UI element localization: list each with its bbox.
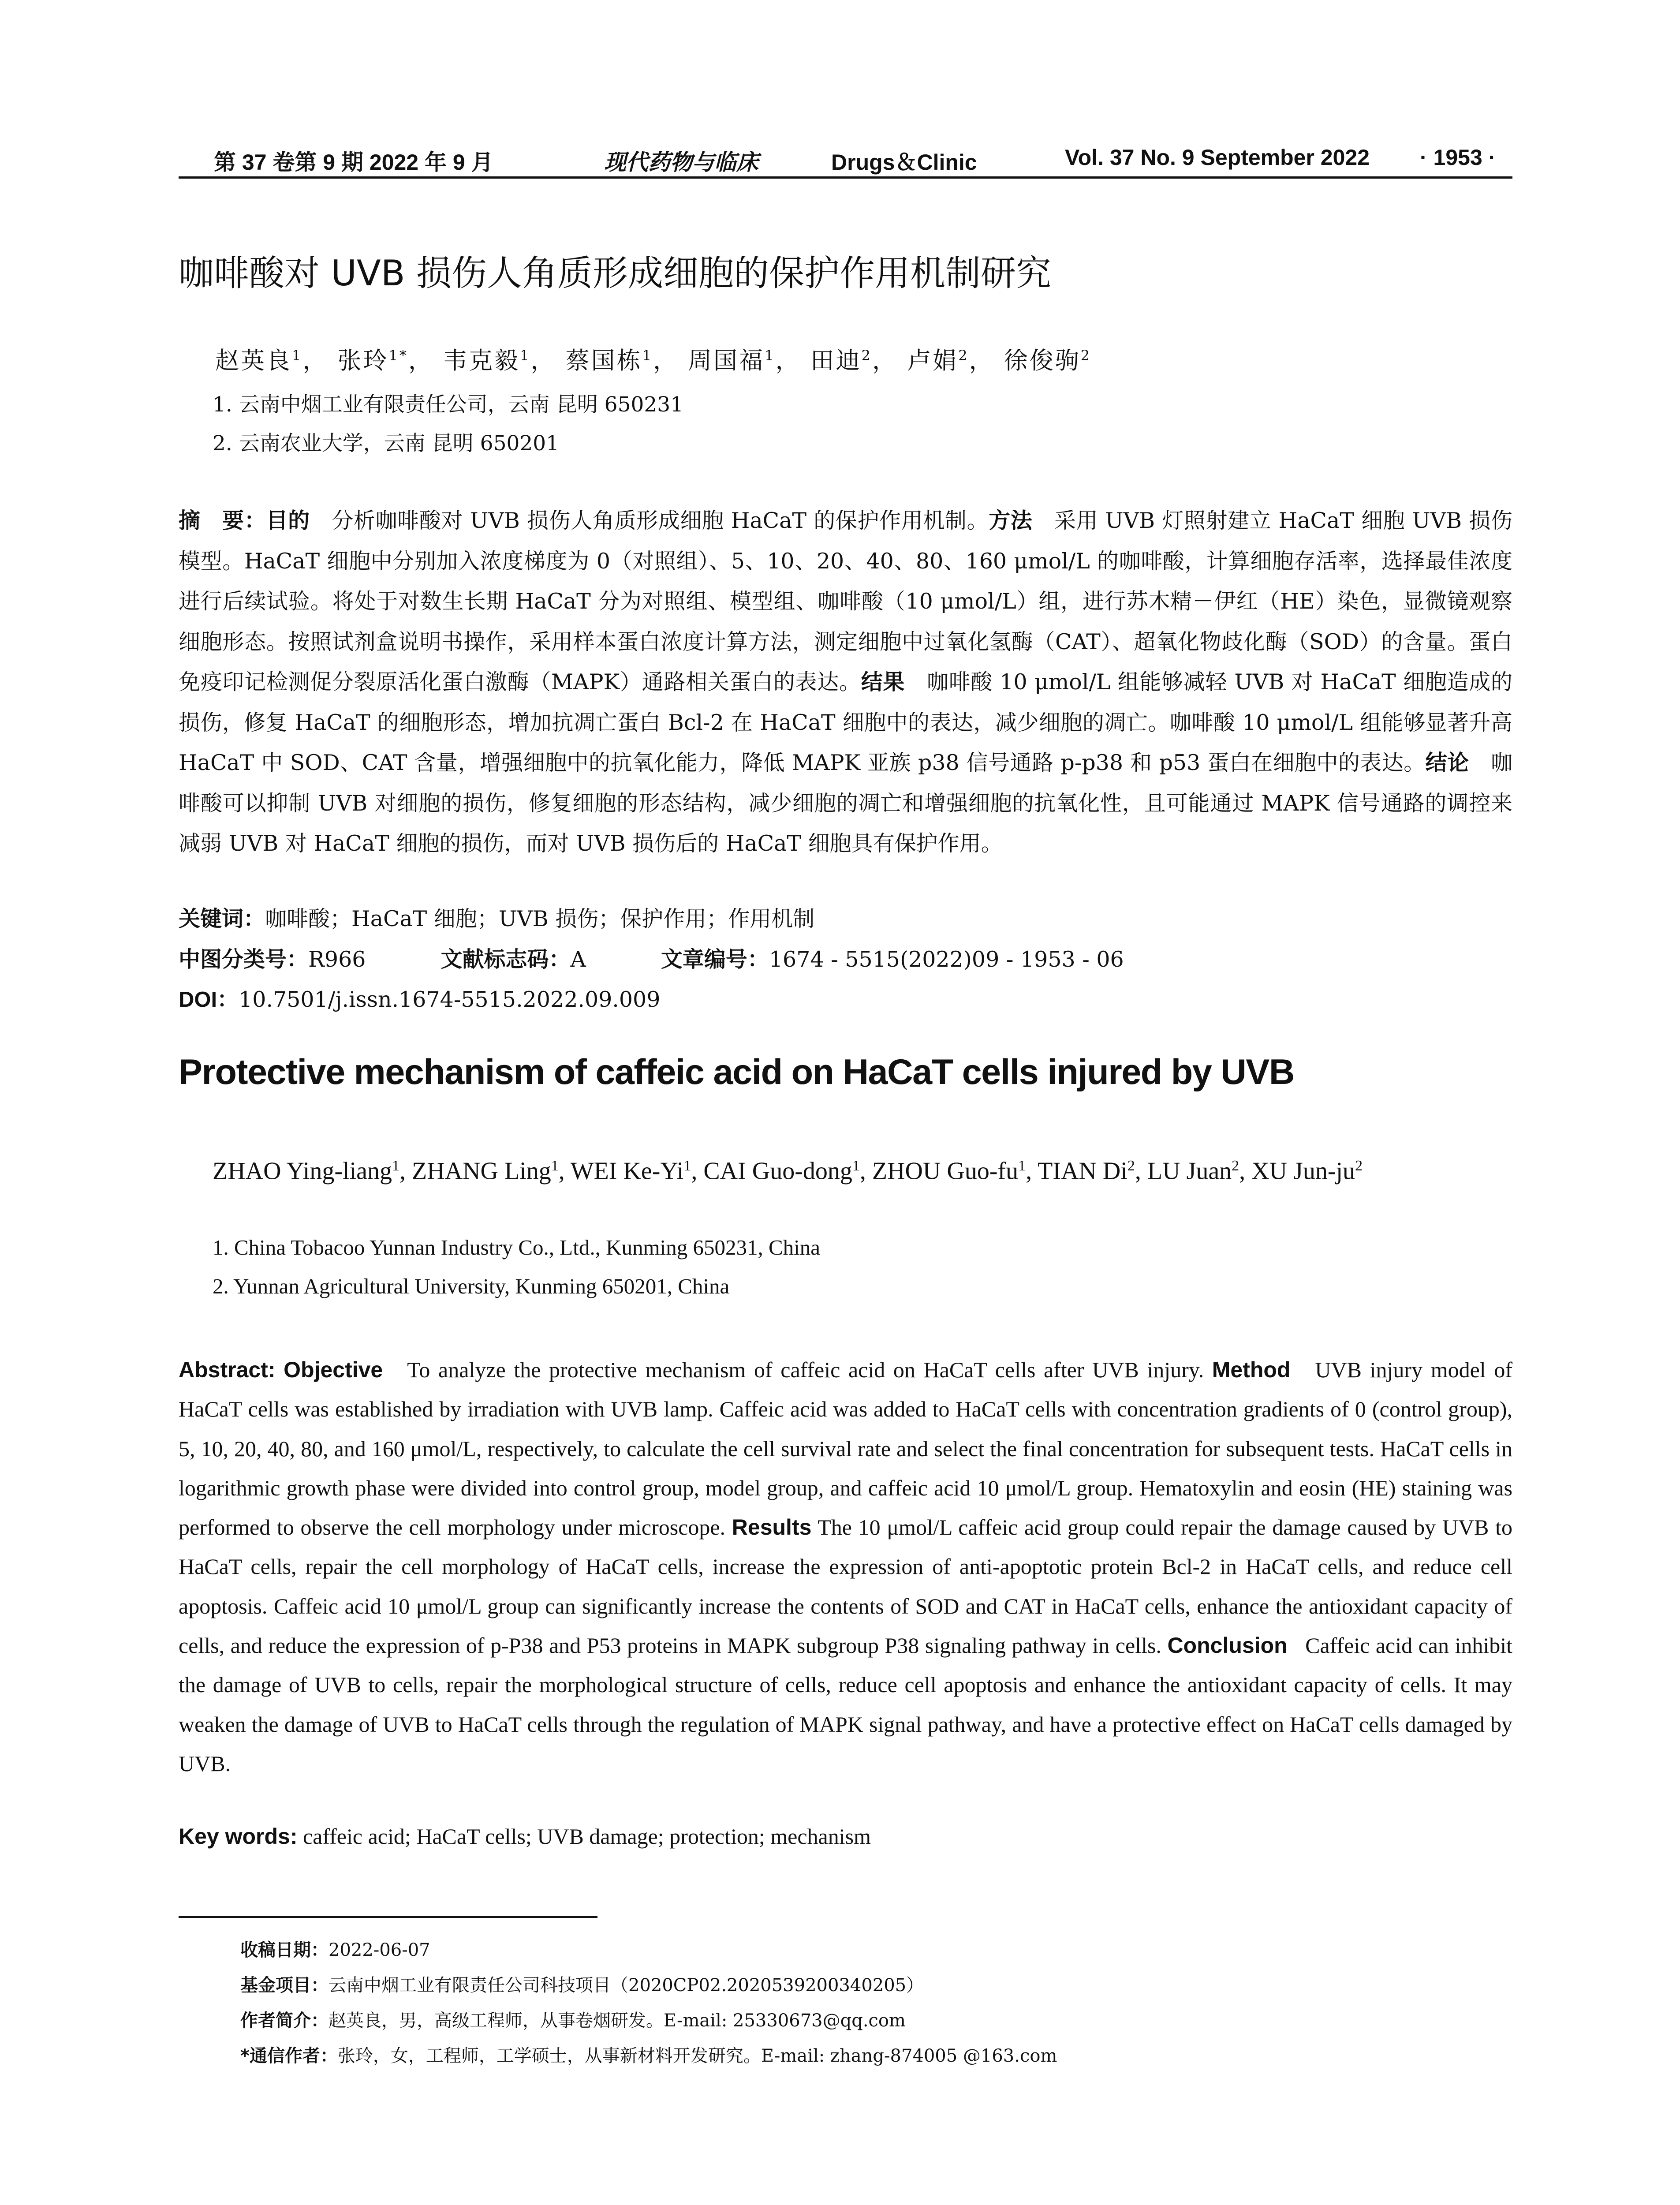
- doc-code-label: 文献标志码：: [441, 947, 571, 972]
- header-journal-en: Drugs＆Clinic: [831, 150, 977, 175]
- objective-label-en: Objective: [284, 1357, 383, 1382]
- header-volume-cn: 第 37 卷第 9 期 2022 年 9 月: [214, 150, 493, 175]
- footnote-text: 2022-06-07: [329, 1940, 430, 1960]
- results-en: The 10 μmol/L caffeic acid group could repair the damage caused by UVB to HaCaT cells, repair the cell morphology of HaCaT cells, increase the expression of anti-apoptotic protein Bcl-2 in HaCaT cells, and reduce cell apoptosis. Caffeic acid 10 μmol/L group can significantly increase the contents of SOD and CAT in HaCaT cells, enhance the antioxidant capacity of cells, and reduce the expression of p-P38 and P53 proteins in MAPK subgroup P38 signaling pathway in cells.: [179, 1515, 1513, 1658]
- abstract-cn-label: 摘 要：: [179, 508, 266, 533]
- conclusion-cn: 咖啡酸可以抑制 UVB 对细胞的损伤，修复细胞的形态结构，减少细胞的凋亡和增强细胞的抗氧化性，且可能通过 MAPK 信号通路的调控来减弱 UVB 对 HaCaT 细胞的损伤，而对 UVB 损伤后的 HaCaT 细胞具有保护作用。: [179, 750, 1512, 856]
- author-cn: 蔡国栋: [565, 347, 642, 374]
- keywords-cn-text: 咖啡酸；HaCaT 细胞；UVB 损伤；保护作用；作用机制: [265, 906, 815, 931]
- results-cn: 咖啡酸 10 μmol/L 组能够减轻 UVB 对 HaCaT 细胞造成的损伤，修复 HaCaT 的细胞形态，增加抗凋亡蛋白 Bcl-2 在 HaCaT 细胞中的表达，减少细胞的凋亡。咖啡酸 10 μmol/L 组能够显著升高 HaCaT 中 SOD、CAT 含量，增强细胞中的抗氧化能力，降低 MAPK 亚族 p38 信号通路 p-p38 和 p53 蛋白在细胞中的表达。: [179, 669, 1512, 775]
- footnote-text: 云南中烟工业有限责任公司科技项目（2020CP02.2020539200340205）: [329, 1975, 924, 1996]
- method-cn: 采用 UVB 灯照射建立 HaCaT 细胞 UVB 损伤模型。HaCaT 细胞中分别加入浓度梯度为 0（对照组）、5、10、20、40、80、160 μmol/L 的咖啡酸，计算细胞存活率，选择最佳浓度进行后续试验。将处于对数生长期 HaCaT 分为对照组、模型组、咖啡酸（10 μmol/L）组，进行苏木精－伊红（HE）染色，显微镜观察细胞形态。按照试剂盒说明书操作，采用样本蛋白浓度计算方法，测定细胞中过氧化氢酶（CAT）、超氧化物歧化酶（SOD）的含量。蛋白免疫印记检测促分裂原活化蛋白激酶（MAPK）通路相关蛋白的表达。: [179, 508, 1512, 695]
- header-page-number: · 1953 ·: [1420, 145, 1496, 170]
- affiliation-en-2: 2. Yunnan Agricultural University, Kunming 650201, China: [213, 1274, 730, 1298]
- title-cn: 咖啡酸对 UVB 损伤人角质形成细胞的保护作用机制研究: [179, 253, 1052, 294]
- objective-label-cn: 目的: [266, 508, 310, 533]
- author-en: CAI Guo-dong: [703, 1157, 852, 1185]
- footnote-author-bio: [240, 2007, 906, 2032]
- author-en: ZHOU Guo-fu: [872, 1157, 1019, 1185]
- conclusion-en: Caffeic acid can inhibit the damage of UVB to cells, repair the morphological structure of cells, reduce cell apoptosis and enhance the antioxidant capacity of cells. It may weaken the damage of UVB to HaCaT cells through the regulation of MAPK signal pathway, and have a protective effect on HaCaT cells damaged by UVB.: [179, 1633, 1513, 1776]
- authors-en: ZHAO Ying-liang$^1$, ZHANG Ling$^1$, WEI Ke-Yi$^1$, CAI Guo-dong$^1$, ZHOU Guo-$fu^1$, TIAN Di$^2$, LU Juan$^2$, XU Jun-$ju^2$: [213, 1157, 1363, 1185]
- classification-line: [179, 942, 1124, 973]
- author-en: TIAN Di: [1038, 1157, 1127, 1185]
- objective-cn: 分析咖啡酸对 UVB 损伤人角质形成细胞 HaCaT 的保护作用机制。: [332, 508, 989, 533]
- conclusion-label-cn: 结论: [1425, 750, 1469, 775]
- author-cn: 赵英良: [215, 347, 292, 374]
- doi-line: [179, 983, 660, 1013]
- author-cn: 周国福: [688, 347, 765, 374]
- footnote-label: *通信作者：: [240, 2046, 338, 2066]
- title-en: Protective mechanism of caffeic acid on HaCaT cells injured by UVB: [179, 1052, 1294, 1092]
- author-cn: 田迪: [810, 347, 862, 374]
- doc-code-value: A: [570, 947, 586, 972]
- affiliation-cn-1: 1. 云南中烟工业有限责任公司，云南 昆明 650231: [213, 392, 684, 417]
- results-label-cn: 结果: [861, 669, 905, 695]
- footnote-received: [240, 1936, 430, 1961]
- method-en: UVB injury model of HaCaT cells was established by irradiation with UVB lamp. Caffeic acid was added to HaCaT cells with concentration gradients of 0 (control group), 5, 10, 20, 40, 80, and 160 μmol/L, respectively, to calculate the cell survival rate and select the final concentration for subsequent tests. HaCaT cells in logarithmic growth phase were divided into control group, model group, and caffeic acid 10 μmol/L group. Hematoxylin and eosin (HE) staining was performed to observe the cell morphology under microscope.: [179, 1357, 1512, 1540]
- affiliation-cn-2: 2. 云南农业大学，云南 昆明 650201: [213, 431, 560, 456]
- article-number-label: 文章编号：: [661, 947, 769, 972]
- author-en: XU Jun-ju: [1251, 1157, 1355, 1185]
- method-label-cn: 方法: [989, 508, 1033, 533]
- keywords-cn: [179, 902, 814, 933]
- author-cn: 卢娟: [907, 347, 959, 374]
- objective-en: To analyze the protective mechanism of caffeic acid on HaCaT cells after UVB injury.: [407, 1357, 1204, 1382]
- author-en: LU Juan: [1147, 1157, 1232, 1185]
- authors-cn: 赵英良$^1$， 张玲$^{1*}$， 韦克毅$^1$， 蔡国栋$^1$， 周国福$^1$， 田迪$^2$， 卢娟$^2$， 徐俊驹$^2$: [215, 347, 1092, 374]
- author-en: ZHAO Ying-liang: [213, 1157, 392, 1185]
- abstract-en-label: Abstract:: [179, 1357, 276, 1382]
- footnote-label: 收稿日期：: [240, 1940, 329, 1960]
- footnote-text: 张玲，女，工程师，工学硕士，从事新材料开发研究。E-mail: zhang-874005 @163.com: [337, 2046, 1057, 2066]
- footnote-fund: [240, 1971, 924, 1996]
- footnote-corresponding: [240, 2042, 1057, 2067]
- author-en: ZHANG Ling: [411, 1157, 551, 1185]
- keywords-en: [179, 1824, 871, 1849]
- keywords-en-label: Key words:: [179, 1824, 298, 1849]
- author-cn: 徐俊驹: [1004, 347, 1081, 374]
- abstract-cn: [179, 501, 1512, 864]
- author-en: WEI Ke-Yi: [570, 1157, 684, 1185]
- clc-value: R966: [308, 947, 366, 972]
- keywords-cn-label: 关键词：: [179, 906, 265, 931]
- clc-label: 中图分类号：: [179, 947, 309, 972]
- footnote-label: 基金项目：: [240, 1975, 329, 1996]
- footnote-label: 作者简介：: [240, 2011, 329, 2031]
- author-cn: 韦克毅: [443, 347, 520, 374]
- footnote-text: 赵英良，男，高级工程师，从事卷烟研发。E-mail: 25330673@qq.com: [329, 2011, 906, 2031]
- doi-label: DOI：: [179, 988, 239, 1012]
- affiliation-en-1: 1. China Tobacoo Yunnan Industry Co., Ltd., Kunming 650231, China: [213, 1235, 821, 1259]
- conclusion-label-en: Conclusion: [1167, 1633, 1288, 1658]
- article-number-value: 1674 - 5515(2022)09 - 1953 - 06: [769, 947, 1124, 972]
- header-volume-en: Vol. 37 No. 9 September 2022: [1065, 145, 1370, 170]
- doi-value: 10.7501/j.issn.1674-5515.2022.09.009: [239, 987, 661, 1012]
- running-header: [179, 140, 1512, 180]
- keywords-en-text: caffeic acid; HaCaT cells; UVB damage; protection; mechanism: [303, 1824, 871, 1849]
- author-cn: 张玲: [337, 347, 389, 374]
- method-label-en: Method: [1212, 1357, 1291, 1382]
- abstract-en: [179, 1350, 1512, 1783]
- header-journal-cn: 现代药物与临床: [604, 149, 758, 175]
- results-label-en: Results: [732, 1515, 812, 1540]
- header-rule: [179, 176, 1512, 179]
- footnote-rule: [179, 1916, 597, 1918]
